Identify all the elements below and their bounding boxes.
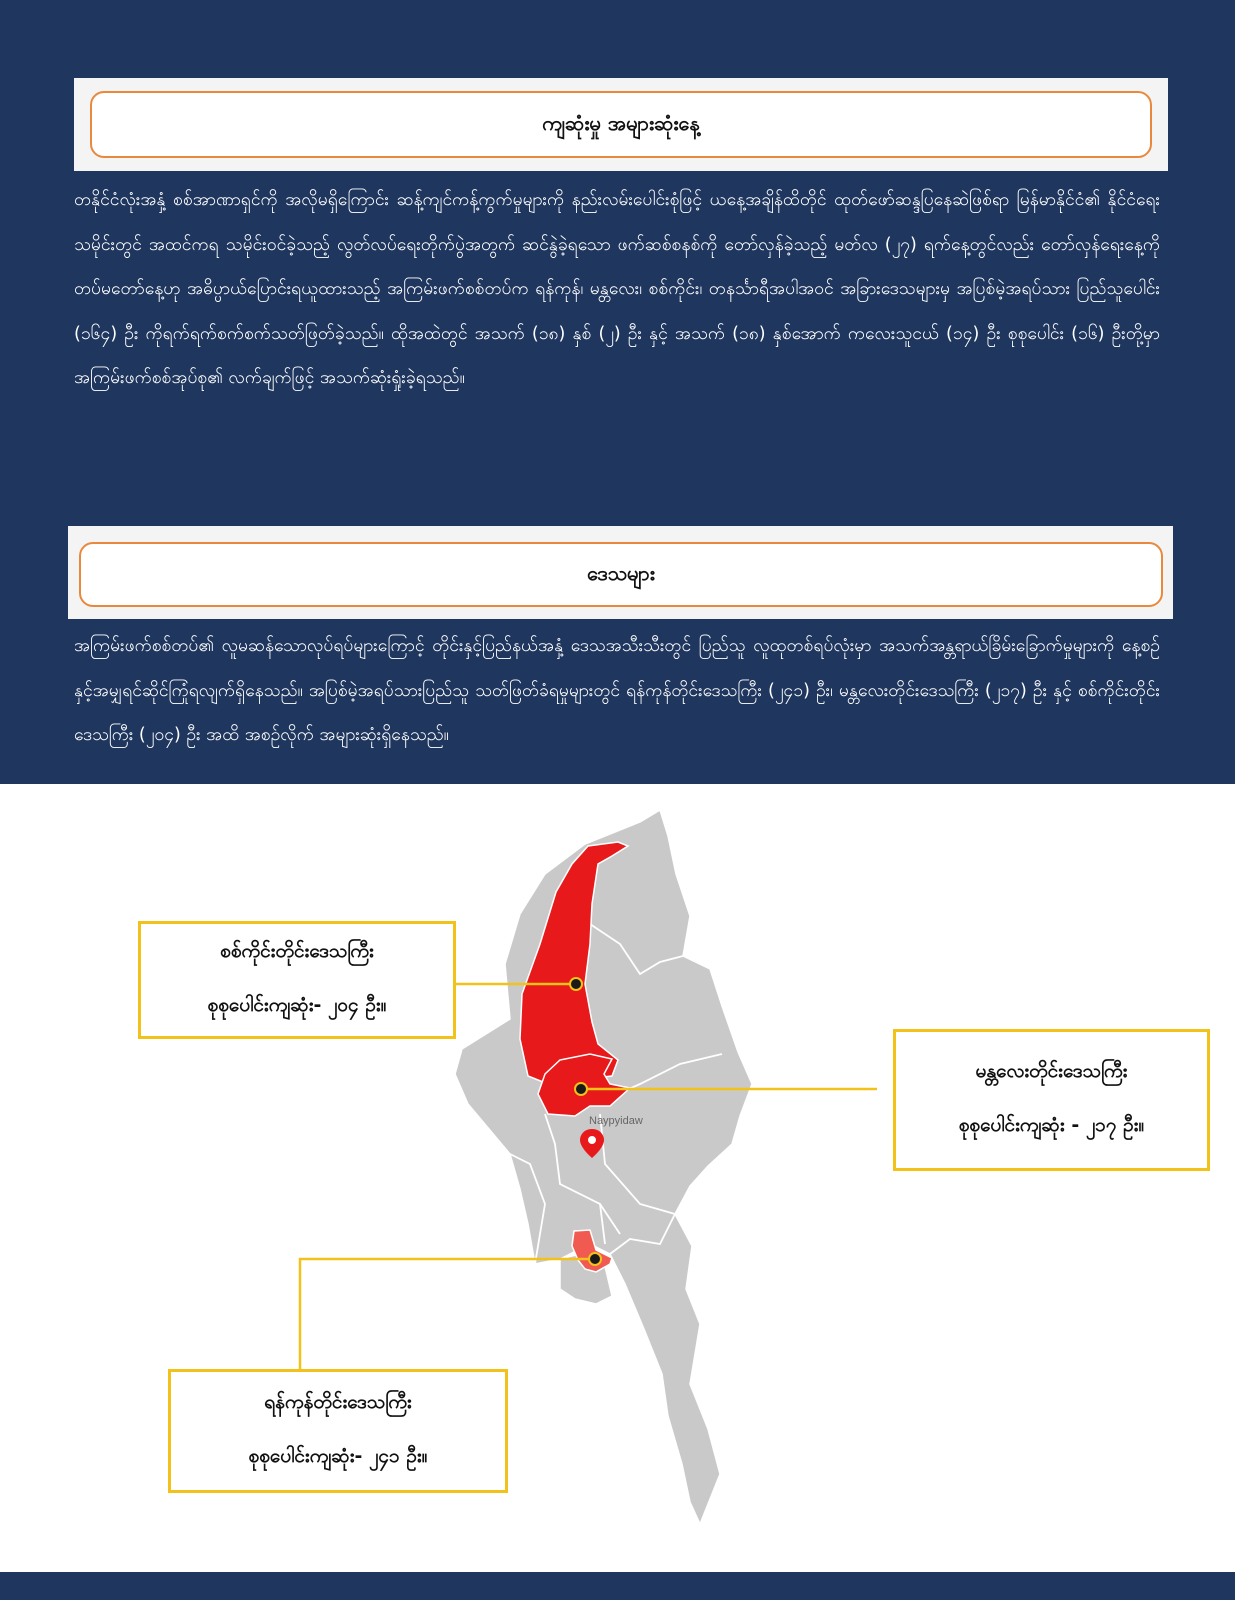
mandalay-dot — [575, 1083, 587, 1095]
yangon-dot — [589, 1253, 601, 1265]
sagaing-dot — [570, 978, 582, 990]
callout-total-label: စုစုပေါင်းကျဆုံး - ၂၁၇ ဦး။ — [958, 1114, 1145, 1136]
section-heading — [90, 91, 1152, 158]
intro-paragraph: တနိုင်ငံလုံးအနှံ့ စစ်အာဏာရှင်ကို အလိုမရှိကြောင်း ဆန့်ကျင်ကန့်ကွက်မှုများကို နည်းလမ်းပေါင်းစုံဖြင့် ယနေ့အချိန်ထိတိုင် ထုတ်ဖော်ဆန္ဒပြနေဆဲဖြစ်ရာ မြန်မာနိုင်ငံ၏ နိုင်ငံရေးသမိုင်းတွင် အထင်ကရ သမိုင်းဝင်ခဲ့သည့် လွတ်လပ်ရေးတိုက်ပွဲအတွက် ဆင်နွဲခဲ့ရသော ဖက်ဆစ်စနစ်ကို တော်လှန်ခဲ့သည့် မတ်လ (၂၇) ရက်နေ့တွင်လည်း တော်လှန်ရေးနေ့ကို တပ်မတော်နေ့ဟု အဓိပ္ပာယ်ပြောင်းရယူထားသည့် အကြမ်းဖက်စစ်တပ်က ရန်ကုန်၊ မန္တလေး၊ စစ်ကိုင်း၊ တနင်္သာရီအပါအဝင် အခြားဒေသများမှ အပြစ်မဲ့အရပ်သား ပြည်သူပေါင်း (၁၆၄) ဦး ကိုရက်ရက်စက်စက်သတ်ဖြတ်ခဲ့သည်။ ထိုအထဲတွင် အသက် (၁၈) နှစ် (၂) ဦး နှင့် အသက် (၁၈) နှစ်အောက် ကလေးသူငယ် (၁၄) ဦး စုစုပေါင်း (၁၆) ဦးတို့မှာ အကြမ်းဖက်စစ်အုပ်စု၏ လက်ချက်ဖြင့် အသက်ဆုံးရှုံးခဲ့ရသည်။ — [74, 190, 1160, 388]
mandalay-callout — [893, 1029, 1210, 1171]
callout-total-label: စုစုပေါင်းကျဆုံး- ၂၄၁ ဦး။ — [248, 1445, 428, 1467]
sagaing-callout — [138, 921, 456, 1039]
regions-heading-banner — [68, 526, 1173, 619]
regions-heading — [79, 542, 1163, 607]
naypyidaw-label: Naypyidaw — [589, 1115, 643, 1127]
callout-region-label: မန္တလေးတိုင်းဒေသကြီး — [975, 1060, 1128, 1082]
callout-region-label: ရန်ကုန်တိုင်းဒေသကြီး — [264, 1391, 412, 1413]
section-heading-banner — [74, 78, 1168, 171]
yangon-callout — [168, 1369, 508, 1493]
regions-heading-text: ဒေသများ — [587, 560, 655, 585]
regions-paragraph: အကြမ်းဖက်စစ်တပ်၏ လူမဆန်သောလုပ်ရပ်များကြောင့် တိုင်းနှင့်ပြည်နယ်အနှံ့ ဒေသအသီးသီးတွင် ပြည်သူ လူထုတစ်ရပ်လုံးမှာ အသက်အန္တရာယ်ခြိမ်းခြောက်မှုများကို နေ့စဉ်နှင့်အမျှရင်ဆိုင်ကြုံရလျက်ရှိနေသည်။ အပြစ်မဲ့အရပ်သားပြည်သူ သတ်ဖြတ်ခံရမှုများတွင် ရန်ကုန်တိုင်းဒေသကြီး (၂၄၁) ဦး၊ မန္တလေးတိုင်းဒေသကြီး (၂၁၇) ဦး နှင့် စစ်ကိုင်းတိုင်းဒေသကြီး (၂၀၄) ဦး အထိ အစဉ်လိုက် အများဆုံးရှိနေသည်။ — [74, 636, 1160, 745]
section-heading-text: ကျဆုံးမှု အများဆုံးနေ့ — [542, 110, 700, 135]
callout-total-label: စုစုပေါင်းကျဆုံး- ၂၀၄ ဦး။ — [207, 994, 387, 1016]
bottom-bar — [0, 1572, 1235, 1600]
callout-region-label: စစ်ကိုင်းတိုင်းဒေသကြီး — [220, 940, 374, 962]
